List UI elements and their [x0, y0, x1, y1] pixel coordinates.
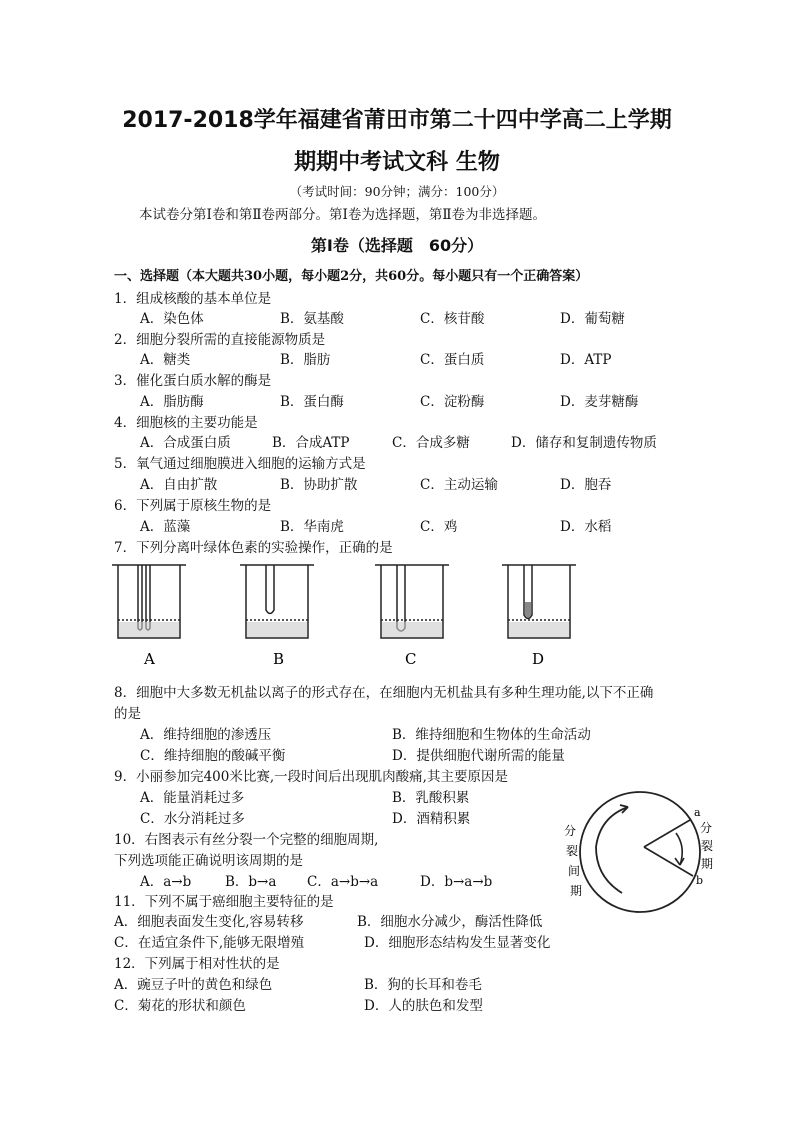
q6-option-c: C．鸡 — [420, 519, 458, 535]
question-10-stem: 10．右图表示有丝分裂一个完整的细胞周期, — [114, 832, 379, 848]
question-6-stem: 6．下列属于原核生物的是 — [114, 498, 272, 514]
question-12-stem: 12．下列属于相对性状的是 — [114, 956, 280, 972]
q12-option-b: B．狗的长耳和卷毛 — [364, 977, 482, 993]
q4-option-c: C．合成多糖 — [392, 435, 470, 451]
mitosis-char-3: 期 — [701, 857, 714, 871]
title-line-2: 期期中考试文科 生物 — [294, 150, 500, 175]
q9-option-c: C．水分消耗过多 — [140, 811, 245, 827]
question-1-stem: 1．组成核酸的基本单位是 — [114, 291, 272, 307]
question-10-stem-cont: 下列选项能正确说明该周期的是 — [114, 853, 303, 869]
mitosis-char-1: 分 — [700, 821, 713, 835]
question-8-stem-cont: 的是 — [114, 706, 141, 722]
q5-option-c: C．主动运输 — [420, 477, 498, 493]
question-8-stem: 8．细胞中大多数无机盐以离子的形式存在，在细胞内无机盐具有多种生理功能,以下不正确 — [114, 685, 654, 701]
q6-option-d: D．水稻 — [560, 519, 612, 535]
q8-option-a: A．维持细胞的渗透压 — [140, 727, 272, 743]
q4-option-b: B．合成ATP — [272, 435, 350, 451]
question-7-stem: 7．下列分离叶绿体色素的实验操作，正确的是 — [114, 540, 393, 556]
q8-option-b: B．维持细胞和生物体的生命活动 — [392, 727, 591, 743]
cell-cycle-diagram — [560, 785, 720, 920]
q3-option-c: C．淀粉酶 — [420, 394, 485, 410]
cycle-label-a: a — [694, 806, 701, 819]
q4-option-d: D．储存和复制遗传物质 — [511, 435, 657, 451]
q10-option-a: A．a→b — [140, 874, 192, 890]
intro-text: 本试卷分第Ⅰ卷和第Ⅱ卷两部分。第Ⅰ卷为选择题，第Ⅱ卷为非选择题。 — [139, 207, 547, 223]
q2-option-c: C．蛋白质 — [420, 352, 485, 368]
mitosis-arrowhead-icon — [675, 858, 684, 865]
q9-option-b: B．乳酸积累 — [392, 790, 470, 806]
question-2-stem: 2．细胞分裂所需的直接能源物质是 — [114, 332, 326, 348]
section-title: 一、选择题（本大题共30小题，每小题2分，共60分。每小题只有一个正确答案） — [114, 269, 589, 284]
q12-option-c: C．菊花的形状和颜色 — [114, 998, 246, 1014]
q2-option-d: D．ATP — [560, 352, 612, 368]
beaker-b-icon — [240, 565, 314, 638]
question-4-stem: 4．细胞核的主要功能是 — [114, 415, 258, 431]
title-line-1: 2017-2018学年福建省莆田市第二十四中学高二上学期 — [122, 108, 672, 133]
interphase-char-1: 分 — [564, 824, 577, 838]
question-5-stem: 5．氧气通过细胞膜进入细胞的运输方式是 — [114, 456, 366, 472]
q6-option-b: B．华南虎 — [280, 519, 344, 535]
q1-option-a: A．染色体 — [140, 311, 204, 327]
q3-option-d: D．麦芽糖酶 — [560, 394, 639, 410]
question-9-stem: 9．小丽参加完400米比赛,一段时间后出现肌肉酸痛,其主要原因是 — [114, 769, 508, 785]
beaker-c-icon — [375, 565, 449, 638]
q5-option-d: D．胞吞 — [560, 477, 612, 493]
exam-info: （考试时间：90分钟；满分：100分） — [289, 184, 505, 199]
interphase-char-4: 期 — [570, 884, 583, 898]
beaker-a-icon — [112, 565, 186, 638]
beaker-figure — [110, 560, 580, 670]
q2-option-a: A．糖类 — [140, 352, 191, 368]
beaker-label-c: C — [405, 650, 417, 668]
q4-option-a: A．合成蛋白质 — [140, 435, 231, 451]
q1-option-c: C．核苷酸 — [420, 311, 485, 327]
q12-option-d: D．人的肤色和发型 — [364, 998, 483, 1014]
part1-heading: 第Ⅰ卷（选择题 60分） — [310, 236, 484, 255]
q8-option-d: D．提供细胞代谢所需的能量 — [392, 748, 565, 764]
question-3-stem: 3．催化蛋白质水解的酶是 — [114, 373, 272, 389]
q3-option-b: B．蛋白酶 — [280, 394, 344, 410]
beaker-d-icon — [502, 565, 576, 638]
q9-option-a: A．能量消耗过多 — [140, 790, 245, 806]
q11-option-b: B．细胞水分减少，酶活性降低 — [357, 914, 543, 930]
q11-option-a: A．细胞表面发生变化,容易转移 — [114, 914, 304, 930]
q3-option-a: A．脂肪酶 — [140, 394, 204, 410]
q10-option-b: B．b→a — [225, 874, 277, 890]
cycle-label-b: b — [696, 874, 704, 887]
interphase-char-3: 间 — [568, 864, 581, 878]
beaker-label-d: D — [532, 650, 545, 668]
question-11-stem: 11．下列不属于癌细胞主要特征的是 — [114, 894, 334, 910]
q10-option-d: D．b→a→b — [420, 874, 493, 890]
q1-option-d: D．葡萄糖 — [560, 311, 625, 327]
q5-option-a: A．自由扩散 — [140, 477, 218, 493]
q10-option-c: C．a→b→a — [307, 874, 379, 890]
mitosis-char-2: 裂 — [701, 839, 714, 853]
q6-option-a: A．蓝藻 — [140, 519, 191, 535]
q5-option-b: B．协助扩散 — [280, 477, 358, 493]
beaker-label-a: A — [144, 650, 155, 668]
beaker-label-b: B — [273, 650, 285, 668]
interphase-char-2: 裂 — [566, 844, 579, 858]
q2-option-b: B．脂肪 — [280, 352, 331, 368]
q8-option-c: C．维持细胞的酸碱平衡 — [140, 748, 286, 764]
q9-option-d: D．酒精积累 — [392, 811, 471, 827]
q12-option-a: A．豌豆子叶的黄色和绿色 — [114, 977, 273, 993]
q11-option-d: D．细胞形态结构发生显著变化 — [364, 935, 551, 951]
q1-option-b: B．氨基酸 — [280, 311, 344, 327]
q11-option-c: C．在适宜条件下,能够无限增殖 — [114, 935, 305, 951]
